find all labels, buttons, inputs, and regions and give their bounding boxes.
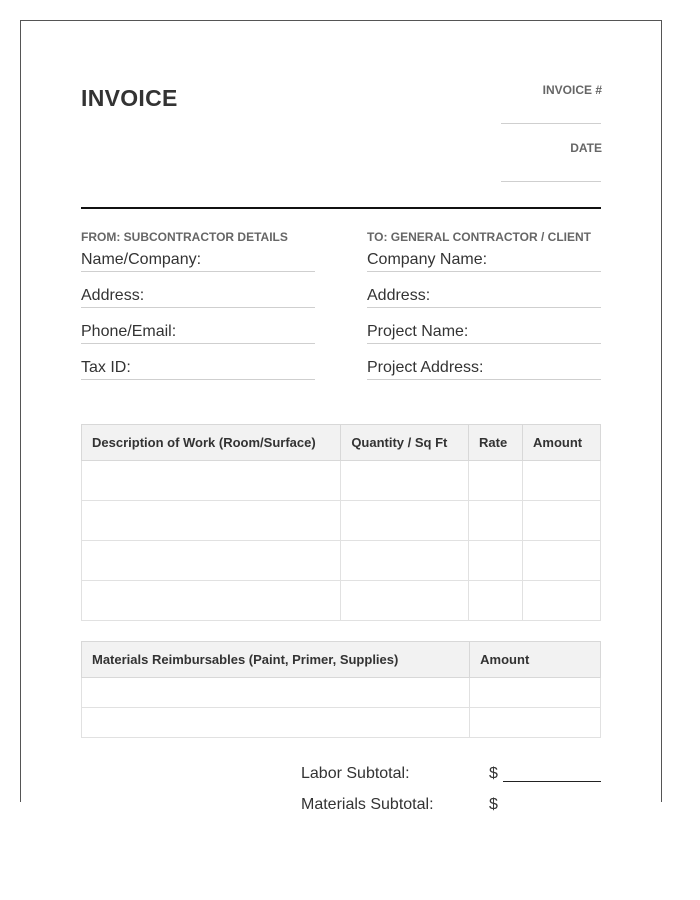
work-table [81,424,601,621]
table-row [82,581,601,621]
work-description-cell[interactable] [82,541,341,581]
materials-description-header: Materials Reimbursables (Paint, Primer, Supplies) [82,642,470,678]
date-field[interactable] [501,181,601,182]
table-row [82,678,601,708]
to-heading: TO: GENERAL CONTRACTOR / CLIENT [367,230,592,244]
work-amount-cell[interactable] [523,541,601,581]
invoice-page [20,20,662,813]
work-description-cell[interactable] [82,581,341,621]
work-table-header [82,425,601,461]
work-quantity-cell[interactable] [341,541,469,581]
work-rate-cell[interactable] [469,541,523,581]
work-quantity-cell[interactable] [341,501,469,541]
date-label: DATE [570,141,602,155]
work-rate-cell[interactable] [469,461,523,501]
materials-description-cell[interactable] [82,678,470,708]
invoice-number-field[interactable] [501,123,601,124]
header-divider [81,207,601,209]
work-amount-cell[interactable] [523,461,601,501]
materials-description-cell[interactable] [82,708,470,738]
labor-subtotal-label: Labor Subtotal: [301,765,410,782]
materials-amount-cell[interactable] [470,678,601,708]
invoice-title: INVOICE [81,85,178,111]
table-row [82,501,601,541]
work-amount-cell[interactable] [523,581,601,621]
invoice-number-label: INVOICE # [542,83,602,97]
from-name-company-field[interactable]: Name/Company: [81,251,315,272]
table-row [82,461,601,501]
materials-table [81,641,601,738]
from-address-field[interactable]: Address: [81,287,315,308]
work-quantity-cell[interactable] [341,581,469,621]
work-quantity-header: Quantity / Sq Ft [341,425,469,461]
work-amount-cell[interactable] [523,501,601,541]
materials-table-header [82,642,601,678]
table-row [82,541,601,581]
labor-subtotal-field[interactable] [503,762,601,782]
to-address-field[interactable]: Address: [367,287,601,308]
materials-amount-cell[interactable] [470,708,601,738]
materials-amount-header: Amount [470,642,601,678]
from-heading: FROM: SUBCONTRACTOR DETAILS [81,230,288,244]
work-rate-header: Rate [469,425,523,461]
work-rate-cell[interactable] [469,501,523,541]
to-project-name-field[interactable]: Project Name: [367,323,601,344]
table-row [82,708,601,738]
to-project-address-field[interactable]: Project Address: [367,359,601,380]
work-rate-cell[interactable] [469,581,523,621]
work-description-header: Description of Work (Room/Surface) [82,425,341,461]
materials-subtotal-currency: $ [489,796,498,813]
to-company-name-field[interactable]: Company Name: [367,251,601,272]
from-tax-id-field[interactable]: Tax ID: [81,359,315,380]
materials-subtotal-label: Materials Subtotal: [301,796,434,813]
work-description-cell[interactable] [82,501,341,541]
work-description-cell[interactable] [82,461,341,501]
work-quantity-cell[interactable] [341,461,469,501]
work-amount-header: Amount [523,425,601,461]
from-phone-email-field[interactable]: Phone/Email: [81,323,315,344]
labor-subtotal-currency: $ [489,765,498,782]
